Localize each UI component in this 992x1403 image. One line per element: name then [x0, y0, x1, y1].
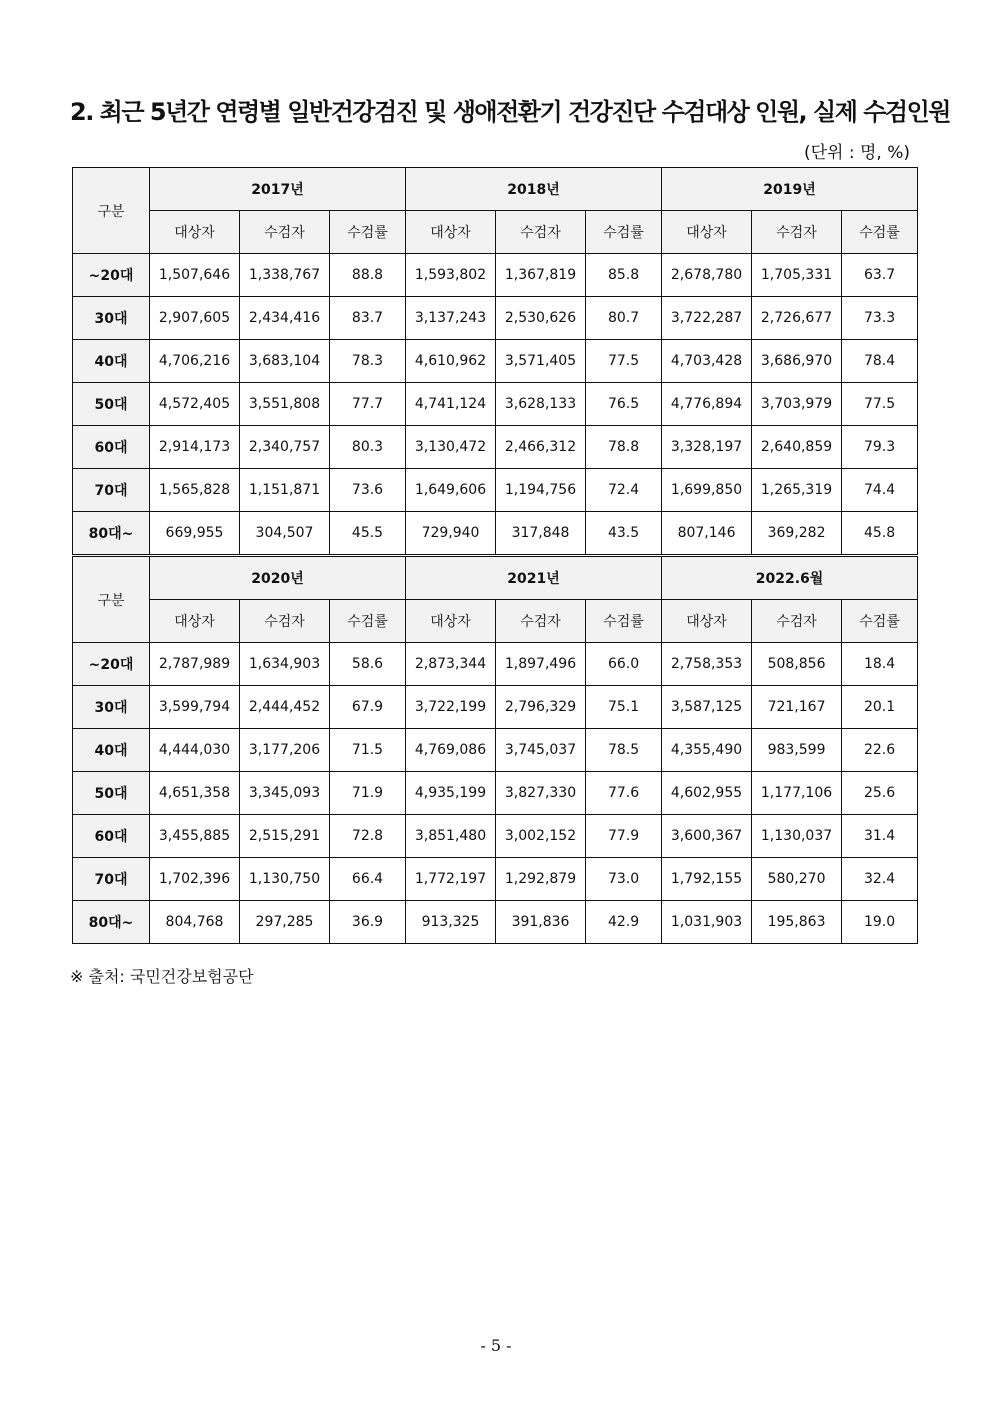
table-cell: 2,434,416	[240, 297, 330, 340]
column-header: 수검률	[330, 211, 406, 254]
table-cell: 63.7	[842, 254, 918, 297]
table-cell: 72.8	[330, 815, 406, 858]
table-cell: 78.5	[586, 729, 662, 772]
table-cell: 71.5	[330, 729, 406, 772]
age-group-label: 70대	[73, 469, 150, 512]
table-cell: 721,167	[752, 686, 842, 729]
table-cell: 2,914,173	[150, 426, 240, 469]
table-cell: 2,466,312	[496, 426, 586, 469]
screening-table	[72, 167, 918, 944]
table-cell: 1,130,750	[240, 858, 330, 901]
table-cell: 1,792,155	[662, 858, 752, 901]
table-cell: 1,649,606	[406, 469, 496, 512]
table-cell: 31.4	[842, 815, 918, 858]
table-row	[73, 729, 918, 772]
table-cell: 3,745,037	[496, 729, 586, 772]
table-cell: 3,177,206	[240, 729, 330, 772]
page-number: - 5 -	[480, 1336, 512, 1355]
column-header: 대상자	[662, 211, 752, 254]
table-cell: 2,340,757	[240, 426, 330, 469]
table-cell: 3,683,104	[240, 340, 330, 383]
table-cell: 67.9	[330, 686, 406, 729]
table-cell: 77.6	[586, 772, 662, 815]
table-cell: 4,572,405	[150, 383, 240, 426]
table-cell: 73.0	[586, 858, 662, 901]
table-cell: 3,571,405	[496, 340, 586, 383]
table-row	[73, 686, 918, 729]
table-cell: 3,703,979	[752, 383, 842, 426]
column-header: 대상자	[406, 600, 496, 643]
table-cell: 45.8	[842, 512, 918, 556]
column-header: 대상자	[406, 211, 496, 254]
table-cell: 4,741,124	[406, 383, 496, 426]
table-cell: 77.5	[842, 383, 918, 426]
table-cell: 1,367,819	[496, 254, 586, 297]
year-header: 2020년	[150, 556, 406, 600]
table-cell: 75.1	[586, 686, 662, 729]
table-cell: 2,640,859	[752, 426, 842, 469]
table-cell: 1,177,106	[752, 772, 842, 815]
table-cell: 25.6	[842, 772, 918, 815]
table-cell: 1,292,879	[496, 858, 586, 901]
subheader-row	[73, 600, 918, 643]
age-group-label: 40대	[73, 340, 150, 383]
table-cell: 2,678,780	[662, 254, 752, 297]
table-cell: 3,628,133	[496, 383, 586, 426]
table-cell: 78.3	[330, 340, 406, 383]
table-cell: 2,907,605	[150, 297, 240, 340]
table-cell: 4,706,216	[150, 340, 240, 383]
year-header: 2021년	[406, 556, 662, 600]
table-cell: 3,551,808	[240, 383, 330, 426]
source-note: ※ 출처: 국민건강보험공단	[70, 967, 254, 986]
table-cell: 77.9	[586, 815, 662, 858]
table-cell: 43.5	[586, 512, 662, 556]
table-cell: 4,651,358	[150, 772, 240, 815]
table-cell: 913,325	[406, 901, 496, 944]
table-cell: 19.0	[842, 901, 918, 944]
table-row	[73, 340, 918, 383]
column-header: 수검자	[240, 600, 330, 643]
table-cell: 1,705,331	[752, 254, 842, 297]
table-cell: 3,328,197	[662, 426, 752, 469]
table-cell: 66.4	[330, 858, 406, 901]
table-cell: 3,455,885	[150, 815, 240, 858]
year-header-row	[73, 168, 918, 211]
table-cell: 1,634,903	[240, 643, 330, 686]
table-row	[73, 643, 918, 686]
table-row	[73, 297, 918, 340]
table-cell: 80.3	[330, 426, 406, 469]
table-cell: 2,726,677	[752, 297, 842, 340]
table-cell: 18.4	[842, 643, 918, 686]
table-cell: 2,758,353	[662, 643, 752, 686]
table-cell: 73.3	[842, 297, 918, 340]
year-header-row	[73, 556, 918, 600]
table-row	[73, 815, 918, 858]
table-cell: 3,722,199	[406, 686, 496, 729]
table-row	[73, 512, 918, 556]
table-cell: 3,002,152	[496, 815, 586, 858]
table-cell: 1,194,756	[496, 469, 586, 512]
table-cell: 78.8	[586, 426, 662, 469]
table-cell: 508,856	[752, 643, 842, 686]
table-cell: 297,285	[240, 901, 330, 944]
column-header: 수검자	[752, 600, 842, 643]
table-cell: 3,587,125	[662, 686, 752, 729]
table-cell: 1,699,850	[662, 469, 752, 512]
age-group-label: ~20대	[73, 254, 150, 297]
table-cell: 2,444,452	[240, 686, 330, 729]
table-cell: 1,151,871	[240, 469, 330, 512]
age-group-label: 60대	[73, 426, 150, 469]
table-cell: 1,031,903	[662, 901, 752, 944]
unit-note: (단위 : 명, %)	[803, 143, 910, 163]
table-cell: 983,599	[752, 729, 842, 772]
column-header: 수검자	[752, 211, 842, 254]
table-cell: 2,515,291	[240, 815, 330, 858]
age-group-label: 50대	[73, 772, 150, 815]
table-cell: 4,769,086	[406, 729, 496, 772]
table-cell: 2,796,329	[496, 686, 586, 729]
age-group-label: 60대	[73, 815, 150, 858]
column-header: 수검자	[240, 211, 330, 254]
table-cell: 2,787,989	[150, 643, 240, 686]
table-cell: 73.6	[330, 469, 406, 512]
table-cell: 4,935,199	[406, 772, 496, 815]
table-cell: 1,772,197	[406, 858, 496, 901]
table-cell: 1,897,496	[496, 643, 586, 686]
year-header: 2022.6월	[662, 556, 918, 600]
table-cell: 195,863	[752, 901, 842, 944]
table-cell: 32.4	[842, 858, 918, 901]
table-cell: 2,530,626	[496, 297, 586, 340]
subheader-row	[73, 211, 918, 254]
table-cell: 304,507	[240, 512, 330, 556]
table-cell: 1,507,646	[150, 254, 240, 297]
age-group-label: 80대~	[73, 901, 150, 944]
table-cell: 58.6	[330, 643, 406, 686]
table-cell: 3,686,970	[752, 340, 842, 383]
table-cell: 1,338,767	[240, 254, 330, 297]
column-header: 수검률	[586, 211, 662, 254]
table-cell: 580,270	[752, 858, 842, 901]
year-header: 2017년	[150, 168, 406, 211]
age-group-label: 50대	[73, 383, 150, 426]
table-cell: 78.4	[842, 340, 918, 383]
table-cell: 45.5	[330, 512, 406, 556]
table-cell: 85.8	[586, 254, 662, 297]
table-cell: 1,565,828	[150, 469, 240, 512]
gubun-header: 구분	[73, 556, 150, 643]
table-cell: 76.5	[586, 383, 662, 426]
table-cell: 3,137,243	[406, 297, 496, 340]
table-cell: 74.4	[842, 469, 918, 512]
age-group-label: 30대	[73, 297, 150, 340]
table-cell: 1,702,396	[150, 858, 240, 901]
table-cell: 77.5	[586, 340, 662, 383]
table-cell: 3,600,367	[662, 815, 752, 858]
table-cell: 22.6	[842, 729, 918, 772]
table-cell: 3,599,794	[150, 686, 240, 729]
column-header: 수검률	[330, 600, 406, 643]
gubun-header: 구분	[73, 168, 150, 254]
table-cell: 1,130,037	[752, 815, 842, 858]
table-row	[73, 469, 918, 512]
table-cell: 72.4	[586, 469, 662, 512]
table-cell: 669,955	[150, 512, 240, 556]
table-cell: 2,873,344	[406, 643, 496, 686]
table-cell: 4,610,962	[406, 340, 496, 383]
table-cell: 36.9	[330, 901, 406, 944]
column-header: 수검률	[842, 600, 918, 643]
table-row	[73, 901, 918, 944]
age-group-label: 40대	[73, 729, 150, 772]
table-cell: 3,851,480	[406, 815, 496, 858]
age-group-label: 30대	[73, 686, 150, 729]
table-cell: 3,130,472	[406, 426, 496, 469]
age-group-label: 70대	[73, 858, 150, 901]
table-cell: 317,848	[496, 512, 586, 556]
column-header: 대상자	[150, 600, 240, 643]
table-cell: 3,827,330	[496, 772, 586, 815]
year-header: 2019년	[662, 168, 918, 211]
table-cell: 80.7	[586, 297, 662, 340]
age-group-label: ~20대	[73, 643, 150, 686]
table-row	[73, 383, 918, 426]
table-row	[73, 858, 918, 901]
table-cell: 391,836	[496, 901, 586, 944]
column-header: 수검률	[586, 600, 662, 643]
table-cell: 4,444,030	[150, 729, 240, 772]
document-title: 2. 최근 5년간 연령별 일반건강검진 및 생애전환기 건강진단 수검대상 인원, 실제 수검인원	[70, 98, 950, 126]
year-header: 2018년	[406, 168, 662, 211]
age-group-label: 80대~	[73, 512, 150, 556]
table-cell: 4,703,428	[662, 340, 752, 383]
table-cell: 77.7	[330, 383, 406, 426]
table-row	[73, 772, 918, 815]
table-cell: 804,768	[150, 901, 240, 944]
table-cell: 4,776,894	[662, 383, 752, 426]
table-cell: 369,282	[752, 512, 842, 556]
table-cell: 1,265,319	[752, 469, 842, 512]
column-header: 대상자	[150, 211, 240, 254]
table-cell: 3,722,287	[662, 297, 752, 340]
table-cell: 1,593,802	[406, 254, 496, 297]
column-header: 수검률	[842, 211, 918, 254]
column-header: 수검자	[496, 600, 586, 643]
table-cell: 3,345,093	[240, 772, 330, 815]
table-cell: 42.9	[586, 901, 662, 944]
table-cell: 83.7	[330, 297, 406, 340]
table-cell: 4,602,955	[662, 772, 752, 815]
column-header: 대상자	[662, 600, 752, 643]
table-cell: 4,355,490	[662, 729, 752, 772]
table-row	[73, 426, 918, 469]
table-cell: 20.1	[842, 686, 918, 729]
column-header: 수검자	[496, 211, 586, 254]
table-cell: 807,146	[662, 512, 752, 556]
table-row	[73, 254, 918, 297]
table-cell: 729,940	[406, 512, 496, 556]
table-cell: 71.9	[330, 772, 406, 815]
table-cell: 79.3	[842, 426, 918, 469]
table-cell: 88.8	[330, 254, 406, 297]
table-cell: 66.0	[586, 643, 662, 686]
